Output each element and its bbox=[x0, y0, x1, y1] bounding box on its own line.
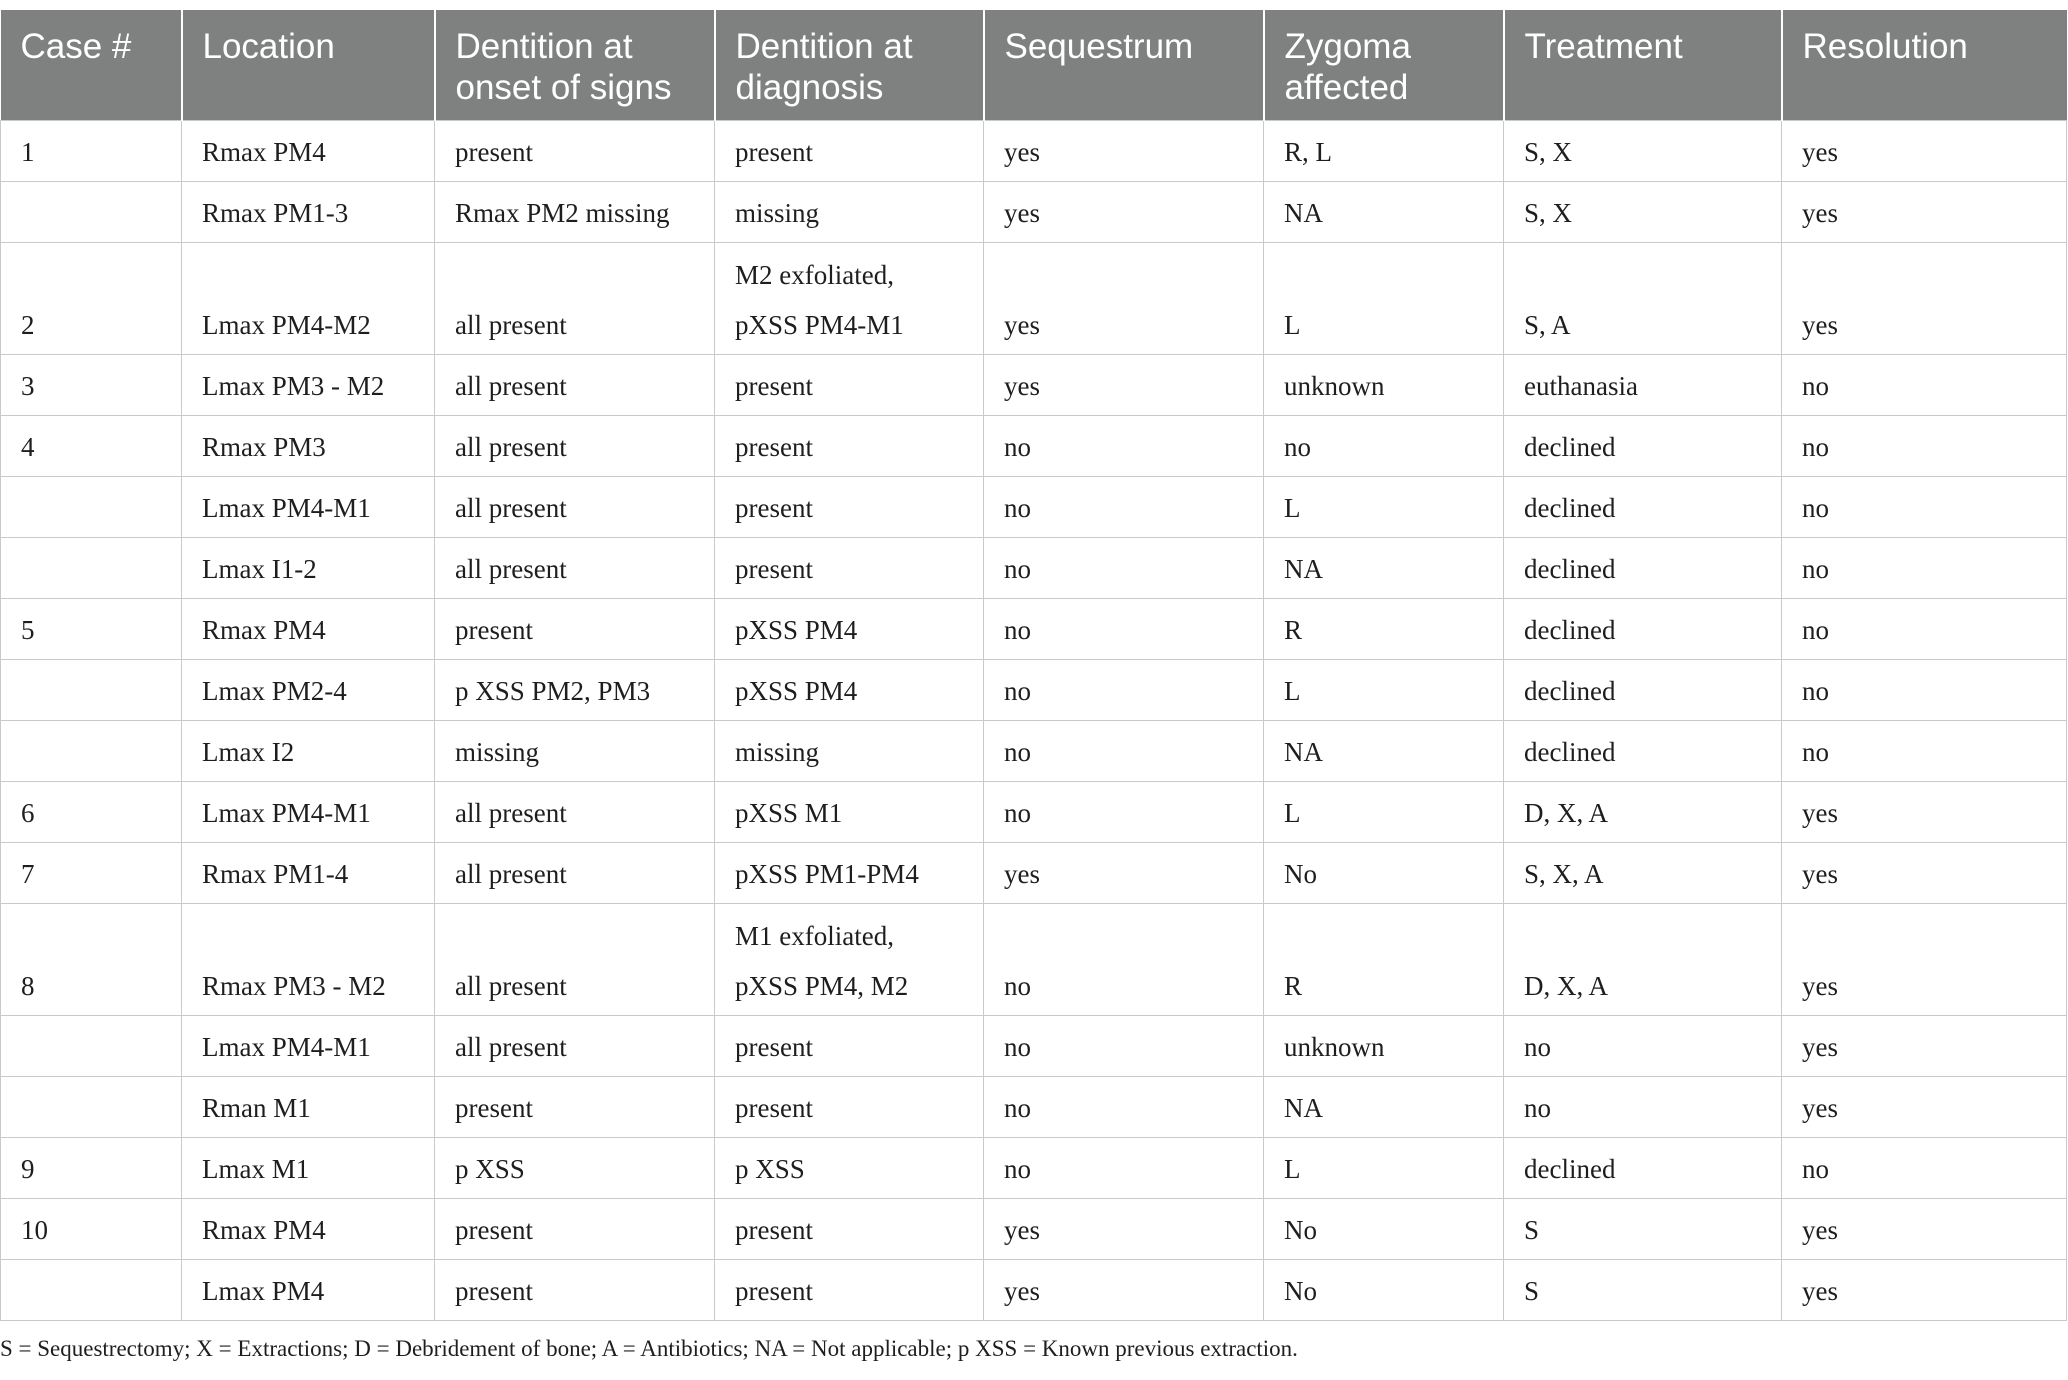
cell-case: 3 bbox=[1, 355, 182, 416]
cell-treatment: S, X bbox=[1504, 121, 1782, 182]
cell-diagnosis bbox=[715, 660, 984, 721]
cell-sequestrum: yes bbox=[984, 843, 1264, 904]
cell-diagnosis-line: present bbox=[735, 1032, 813, 1062]
cell-sequestrum: yes bbox=[984, 121, 1264, 182]
cell-onset: all present bbox=[435, 416, 715, 477]
cell-onset: all present bbox=[435, 355, 715, 416]
table-row bbox=[1, 843, 2067, 904]
cell-zygoma: no bbox=[1264, 416, 1504, 477]
cell-sequestrum: no bbox=[984, 1077, 1264, 1138]
cell-zygoma: NA bbox=[1264, 182, 1504, 243]
cell-diagnosis-line: pXSS PM4-M1 bbox=[735, 310, 904, 340]
cell-location: Rmax PM1-4 bbox=[182, 843, 435, 904]
cell-treatment: declined bbox=[1504, 721, 1782, 782]
cell-resolution: no bbox=[1782, 721, 2067, 782]
cell-case: 9 bbox=[1, 1138, 182, 1199]
cell-treatment: D, X, A bbox=[1504, 782, 1782, 843]
cell-onset: all present bbox=[435, 243, 715, 355]
cell-zygoma: L bbox=[1264, 660, 1504, 721]
cell-zygoma: L bbox=[1264, 243, 1504, 355]
cell-diagnosis-line: p XSS bbox=[735, 1154, 805, 1184]
cell-onset: all present bbox=[435, 843, 715, 904]
cell-case: 2 bbox=[1, 243, 182, 355]
cell-case: 4 bbox=[1, 416, 182, 477]
cell-diagnosis bbox=[715, 843, 984, 904]
cell-diagnosis-line: M2 exfoliated, bbox=[735, 260, 894, 290]
cell-treatment: S bbox=[1504, 1260, 1782, 1321]
cell-zygoma: No bbox=[1264, 1260, 1504, 1321]
cell-onset: present bbox=[435, 599, 715, 660]
cell-location: Rmax PM4 bbox=[182, 1199, 435, 1260]
table-row bbox=[1, 477, 2067, 538]
cell-case: 8 bbox=[1, 904, 182, 1016]
table-row bbox=[1, 416, 2067, 477]
cell-diagnosis-line: missing bbox=[735, 737, 820, 767]
table-row bbox=[1, 782, 2067, 843]
cell-diagnosis bbox=[715, 355, 984, 416]
cell-location: Lmax PM4-M1 bbox=[182, 782, 435, 843]
cell-case bbox=[1, 538, 182, 599]
cell-diagnosis-line: present bbox=[735, 1276, 813, 1306]
cell-case bbox=[1, 721, 182, 782]
cell-location: Lmax I2 bbox=[182, 721, 435, 782]
cell-diagnosis bbox=[715, 1077, 984, 1138]
cell-case: 6 bbox=[1, 782, 182, 843]
case-table bbox=[0, 10, 2067, 1321]
cell-location: Rmax PM3 - M2 bbox=[182, 904, 435, 1016]
cell-onset: present bbox=[435, 1077, 715, 1138]
cell-zygoma: R bbox=[1264, 904, 1504, 1016]
cell-diagnosis bbox=[715, 1260, 984, 1321]
cell-resolution: no bbox=[1782, 538, 2067, 599]
cell-zygoma: R, L bbox=[1264, 121, 1504, 182]
cell-treatment: declined bbox=[1504, 477, 1782, 538]
cell-diagnosis-line: pXSS PM4, M2 bbox=[735, 971, 909, 1001]
table-row bbox=[1, 599, 2067, 660]
cell-diagnosis-line: pXSS PM1-PM4 bbox=[735, 859, 919, 889]
cell-onset: missing bbox=[435, 721, 715, 782]
table-body bbox=[1, 121, 2067, 1321]
cell-treatment: D, X, A bbox=[1504, 904, 1782, 1016]
table-row bbox=[1, 1077, 2067, 1138]
cell-diagnosis-line: missing bbox=[735, 198, 820, 228]
table-row bbox=[1, 1016, 2067, 1077]
cell-resolution: yes bbox=[1782, 121, 2067, 182]
cell-sequestrum: no bbox=[984, 660, 1264, 721]
cell-sequestrum: no bbox=[984, 416, 1264, 477]
header-treatment: Treatment bbox=[1504, 10, 1782, 121]
cell-treatment: declined bbox=[1504, 1138, 1782, 1199]
cell-diagnosis bbox=[715, 782, 984, 843]
cell-diagnosis-line: present bbox=[735, 554, 813, 584]
cell-resolution: yes bbox=[1782, 243, 2067, 355]
cell-case: 1 bbox=[1, 121, 182, 182]
cell-treatment: declined bbox=[1504, 538, 1782, 599]
cell-location: Lmax I1-2 bbox=[182, 538, 435, 599]
cell-resolution: no bbox=[1782, 1138, 2067, 1199]
cell-sequestrum: yes bbox=[984, 1199, 1264, 1260]
cell-diagnosis bbox=[715, 721, 984, 782]
cell-location: Rmax PM4 bbox=[182, 121, 435, 182]
cell-case bbox=[1, 1077, 182, 1138]
cell-zygoma: unknown bbox=[1264, 355, 1504, 416]
cell-diagnosis-line: present bbox=[735, 493, 813, 523]
cell-location: Lmax PM2-4 bbox=[182, 660, 435, 721]
cell-treatment: S, A bbox=[1504, 243, 1782, 355]
cell-case bbox=[1, 1260, 182, 1321]
cell-zygoma: NA bbox=[1264, 1077, 1504, 1138]
header-zygoma: Zygoma affected bbox=[1264, 10, 1504, 121]
cell-location: Rmax PM4 bbox=[182, 599, 435, 660]
cell-resolution: yes bbox=[1782, 1260, 2067, 1321]
cell-case bbox=[1, 477, 182, 538]
table-row bbox=[1, 121, 2067, 182]
cell-location: Lmax PM4-M1 bbox=[182, 477, 435, 538]
cell-location: Lmax PM4-M1 bbox=[182, 1016, 435, 1077]
cell-treatment: declined bbox=[1504, 660, 1782, 721]
cell-resolution: yes bbox=[1782, 843, 2067, 904]
table-row bbox=[1, 721, 2067, 782]
cell-zygoma: L bbox=[1264, 1138, 1504, 1199]
cell-sequestrum: yes bbox=[984, 243, 1264, 355]
cell-sequestrum: no bbox=[984, 599, 1264, 660]
cell-onset: all present bbox=[435, 477, 715, 538]
cell-onset: all present bbox=[435, 538, 715, 599]
cell-treatment: S, X, A bbox=[1504, 843, 1782, 904]
cell-treatment: S, X bbox=[1504, 182, 1782, 243]
cell-sequestrum: no bbox=[984, 782, 1264, 843]
table-row bbox=[1, 538, 2067, 599]
cell-treatment: declined bbox=[1504, 599, 1782, 660]
cell-sequestrum: no bbox=[984, 1016, 1264, 1077]
cell-zygoma: NA bbox=[1264, 538, 1504, 599]
header-row bbox=[1, 10, 2067, 121]
cell-case bbox=[1, 182, 182, 243]
cell-location: Lmax PM3 - M2 bbox=[182, 355, 435, 416]
table-container bbox=[0, 10, 2068, 1321]
cell-zygoma: L bbox=[1264, 782, 1504, 843]
cell-diagnosis-line: present bbox=[735, 1093, 813, 1123]
cell-onset: Rmax PM2 missing bbox=[435, 182, 715, 243]
cell-diagnosis-line: present bbox=[735, 432, 813, 462]
header-dentition-onset: Dentition at onset of signs bbox=[435, 10, 715, 121]
header-dentition-diagnosis: Dentition at diagnosis bbox=[715, 10, 984, 121]
table-row bbox=[1, 355, 2067, 416]
cell-case bbox=[1, 1016, 182, 1077]
table-row bbox=[1, 243, 2067, 355]
cell-treatment: no bbox=[1504, 1016, 1782, 1077]
cell-diagnosis-line: pXSS PM4 bbox=[735, 676, 858, 706]
cell-treatment: no bbox=[1504, 1077, 1782, 1138]
header-location: Location bbox=[182, 10, 435, 121]
cell-case: 7 bbox=[1, 843, 182, 904]
cell-resolution: yes bbox=[1782, 904, 2067, 1016]
table-row bbox=[1, 660, 2067, 721]
cell-onset: all present bbox=[435, 1016, 715, 1077]
header-case: Case # bbox=[1, 10, 182, 121]
cell-case: 5 bbox=[1, 599, 182, 660]
header-resolution: Resolution bbox=[1782, 10, 2067, 121]
cell-location: Lmax PM4 bbox=[182, 1260, 435, 1321]
cell-case bbox=[1, 660, 182, 721]
cell-onset: all present bbox=[435, 782, 715, 843]
cell-sequestrum: no bbox=[984, 538, 1264, 599]
cell-resolution: yes bbox=[1782, 782, 2067, 843]
cell-zygoma: NA bbox=[1264, 721, 1504, 782]
cell-treatment: S bbox=[1504, 1199, 1782, 1260]
cell-diagnosis bbox=[715, 243, 984, 355]
cell-resolution: no bbox=[1782, 416, 2067, 477]
cell-resolution: no bbox=[1782, 599, 2067, 660]
cell-location: Lmax M1 bbox=[182, 1138, 435, 1199]
table-row bbox=[1, 1199, 2067, 1260]
cell-diagnosis bbox=[715, 538, 984, 599]
table-row bbox=[1, 182, 2067, 243]
cell-diagnosis-line: pXSS PM4 bbox=[735, 615, 858, 645]
cell-zygoma: No bbox=[1264, 1199, 1504, 1260]
cell-location: Rman M1 bbox=[182, 1077, 435, 1138]
cell-resolution: yes bbox=[1782, 1016, 2067, 1077]
cell-diagnosis bbox=[715, 477, 984, 538]
cell-diagnosis bbox=[715, 1199, 984, 1260]
cell-sequestrum: yes bbox=[984, 182, 1264, 243]
cell-location: Rmax PM1-3 bbox=[182, 182, 435, 243]
header-sequestrum: Sequestrum bbox=[984, 10, 1264, 121]
cell-zygoma: R bbox=[1264, 599, 1504, 660]
cell-diagnosis bbox=[715, 182, 984, 243]
cell-resolution: yes bbox=[1782, 1199, 2067, 1260]
cell-sequestrum: yes bbox=[984, 1260, 1264, 1321]
cell-zygoma: unknown bbox=[1264, 1016, 1504, 1077]
cell-sequestrum: no bbox=[984, 477, 1264, 538]
cell-sequestrum: no bbox=[984, 721, 1264, 782]
cell-resolution: no bbox=[1782, 477, 2067, 538]
cell-resolution: no bbox=[1782, 660, 2067, 721]
cell-sequestrum: no bbox=[984, 1138, 1264, 1199]
cell-onset: p XSS bbox=[435, 1138, 715, 1199]
cell-resolution: no bbox=[1782, 355, 2067, 416]
cell-sequestrum: yes bbox=[984, 355, 1264, 416]
cell-treatment: declined bbox=[1504, 416, 1782, 477]
table-row bbox=[1, 1260, 2067, 1321]
cell-diagnosis-line: pXSS M1 bbox=[735, 798, 843, 828]
cell-onset: present bbox=[435, 121, 715, 182]
cell-diagnosis bbox=[715, 416, 984, 477]
footnote: S = Sequestrectomy; X = Extractions; D = Debridement of bone; A = Antibiotics; NA = Not applicable; p XSS = Known previous extraction. bbox=[0, 1336, 1298, 1361]
cell-diagnosis bbox=[715, 904, 984, 1016]
cell-treatment: euthanasia bbox=[1504, 355, 1782, 416]
cell-sequestrum: no bbox=[984, 904, 1264, 1016]
cell-resolution: yes bbox=[1782, 182, 2067, 243]
cell-diagnosis-line: present bbox=[735, 1215, 813, 1245]
cell-zygoma: L bbox=[1264, 477, 1504, 538]
cell-diagnosis bbox=[715, 1138, 984, 1199]
cell-onset: p XSS PM2, PM3 bbox=[435, 660, 715, 721]
cell-diagnosis-line: present bbox=[735, 137, 813, 167]
cell-diagnosis-line: present bbox=[735, 371, 813, 401]
cell-case: 10 bbox=[1, 1199, 182, 1260]
cell-resolution: yes bbox=[1782, 1077, 2067, 1138]
cell-diagnosis bbox=[715, 599, 984, 660]
cell-diagnosis-line: M1 exfoliated, bbox=[735, 921, 894, 951]
cell-diagnosis bbox=[715, 1016, 984, 1077]
cell-location: Rmax PM3 bbox=[182, 416, 435, 477]
table-row bbox=[1, 904, 2067, 1016]
cell-onset: present bbox=[435, 1260, 715, 1321]
cell-diagnosis bbox=[715, 121, 984, 182]
cell-onset: present bbox=[435, 1199, 715, 1260]
cell-onset: all present bbox=[435, 904, 715, 1016]
cell-zygoma: No bbox=[1264, 843, 1504, 904]
cell-location: Lmax PM4-M2 bbox=[182, 243, 435, 355]
table-row bbox=[1, 1138, 2067, 1199]
